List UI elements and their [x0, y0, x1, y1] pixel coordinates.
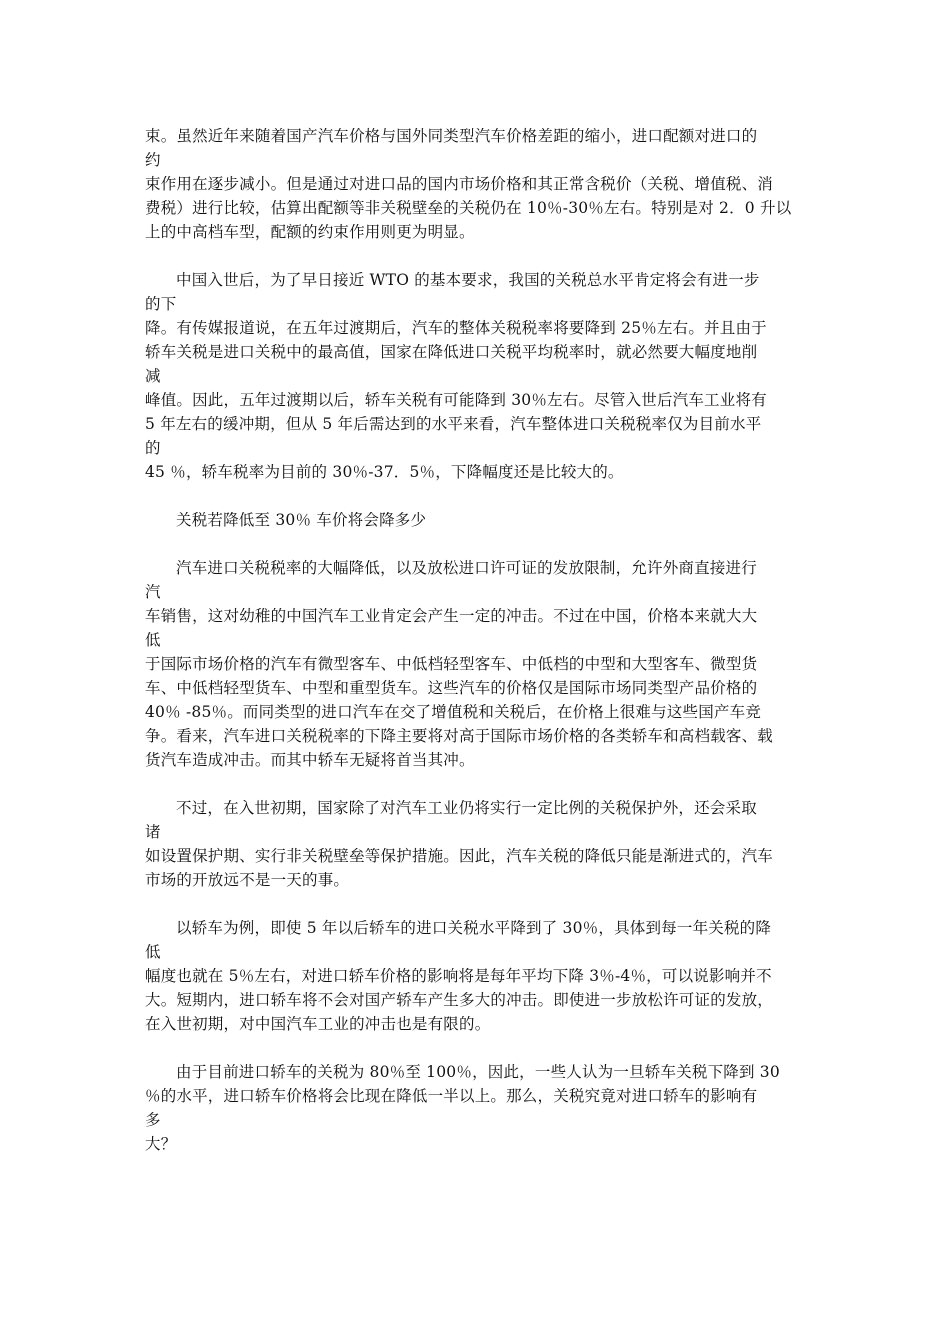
text-line: 45 ％，轿车税率为目前的 30％-37．5％，下降幅度还是比较大的。	[145, 463, 624, 481]
text-line: 费税）进行比较，估算出配额等非关税壁垒的关税仍在 10％-30％左右。特别是对 2．0 升以	[145, 199, 792, 217]
text-line: 不过，在入世初期，国家除了对汽车工业仍将实行一定比例的关税保护外，还会采取	[176, 799, 757, 817]
text-line: 以轿车为例，即使 5 年以后轿车的进口关税水平降到了 30％，具体到每一年关税的降	[176, 919, 772, 937]
text-line: 40％ -85％。而同类型的进口汽车在交了增值税和关税后，在价格上很难与这些国产车竞	[145, 703, 762, 721]
text-line: 多	[145, 1111, 161, 1129]
text-line: 关税若降低至 30％ 车价将会降多少	[176, 511, 427, 529]
paragraph	[145, 916, 815, 1036]
text-line: 大？	[145, 1135, 177, 1153]
text-line: 的下	[145, 295, 177, 313]
text-line: 汽车进口关税税率的大幅降低，以及放松进口许可证的发放限制，允许外商直接进行	[176, 559, 757, 577]
text-line: 峰值。因此，五年过渡期以后，轿车关税有可能降到 30％左右。尽管入世后汽车工业将有	[145, 391, 767, 409]
text-line: 低	[145, 631, 161, 649]
paragraph-gap	[145, 532, 815, 556]
paragraph-gap	[145, 1036, 815, 1060]
text-line: 束作用在逐步减小。但是通过对进口品的国内市场价格和其正常含税价（关税、增值税、消	[145, 175, 774, 193]
text-line: 幅度也就在 5％左右，对进口轿车价格的影响将是每年平均下降 3％-4％，可以说影响并不	[145, 967, 772, 985]
text-line: 诸	[145, 823, 161, 841]
text-line: 低	[145, 943, 161, 961]
text-line: 减	[145, 367, 161, 385]
text-line: 约	[145, 151, 161, 169]
text-line: 货汽车造成冲击。而其中轿车无疑将首当其冲。	[145, 751, 475, 769]
text-line: 如设置保护期、实行非关税壁垒等保护措施。因此，汽车关税的降低只能是渐进式的，汽车	[145, 847, 774, 865]
text-line: 5 年左右的缓冲期，但从 5 年后需达到的水平来看，汽车整体进口关税税率仅为目前水平	[145, 415, 762, 433]
text-line: 的	[145, 439, 161, 457]
paragraph	[145, 1060, 815, 1156]
text-line: ％的水平，进口轿车价格将会比现在降低一半以上。那么，关税究竟对进口轿车的影响有	[145, 1087, 758, 1105]
document-page	[145, 124, 815, 1156]
paragraph	[145, 796, 815, 892]
text-line: 在入世初期，对中国汽车工业的冲击也是有限的。	[145, 1015, 491, 1033]
text-line: 于国际市场价格的汽车有微型客车、中低档轻型客车、中低档的中型和大型客车、微型货	[145, 655, 758, 673]
text-line: 车销售，这对幼稚的中国汽车工业肯定会产生一定的冲击。不过在中国，价格本来就大大	[145, 607, 758, 625]
text-line: 由于目前进口轿车的关税为 80％至 100％，因此，一些人认为一旦轿车关税下降到 30	[176, 1063, 780, 1081]
section-heading	[145, 508, 815, 532]
text-line: 汽	[145, 583, 161, 601]
text-line: 上的中高档车型，配额的约束作用则更为明显。	[145, 223, 475, 241]
paragraph	[145, 268, 815, 484]
text-line: 轿车关税是进口关税中的最高值，国家在降低进口关税平均税率时，就必然要大幅度地削	[145, 343, 758, 361]
text-line: 中国入世后，为了早日接近 WTO 的基本要求，我国的关税总水平肯定将会有进一步	[176, 271, 760, 289]
paragraph	[145, 556, 815, 772]
text-line: 争。看来，汽车进口关税税率的下降主要将对高于国际市场价格的各类轿车和高档载客、载	[145, 727, 774, 745]
text-line: 车、中低档轻型货车、中型和重型货车。这些汽车的价格仅是国际市场同类型产品价格的	[145, 679, 758, 697]
text-line: 束。虽然近年来随着国产汽车价格与国外同类型汽车价格差距的缩小，进口配额对进口的	[145, 127, 758, 145]
paragraph	[145, 124, 815, 244]
paragraph-gap	[145, 892, 815, 916]
paragraph-gap	[145, 244, 815, 268]
text-line: 降。有传媒报道说，在五年过渡期后，汽车的整体关税税率将要降到 25％左右。并且由于	[145, 319, 767, 337]
paragraph-gap	[145, 484, 815, 508]
text-line: 大。短期内，进口轿车将不会对国产轿车产生多大的冲击。即使进一步放松许可证的发放，	[145, 991, 774, 1009]
text-line: 市场的开放远不是一天的事。	[145, 871, 350, 889]
paragraph-gap	[145, 772, 815, 796]
